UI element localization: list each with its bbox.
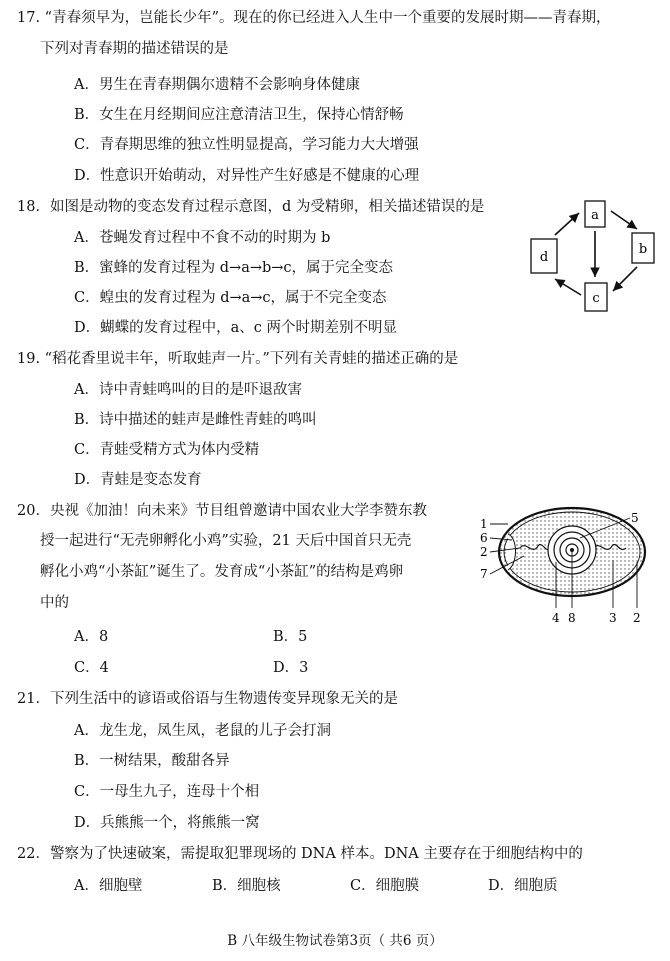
- q20-option-a: A．8: [74, 629, 109, 645]
- egg-label-3: 3: [609, 611, 617, 625]
- egg-structure-diagram: [480, 500, 660, 630]
- q20-option-b: B．5: [273, 629, 308, 645]
- metamorphosis-diagram: [515, 195, 665, 320]
- q17-stem-line2: 下列对青春期的描述错误的是: [40, 41, 229, 57]
- stage-b-label: b: [638, 242, 648, 257]
- q18-option-c: C．蝗虫的发育过程为 d→a→c，属于不完全变态: [74, 290, 387, 306]
- arrow-a-to-b: [611, 211, 637, 229]
- q17-option-a: A．男生在青春期偶尔遗精不会影响身体健康: [74, 77, 360, 93]
- q20-option-c: C．4: [74, 660, 109, 676]
- egg-label-5: 5: [631, 511, 639, 525]
- q19-option-a: A．诗中青蛙鸣叫的目的是吓退敌害: [74, 382, 302, 398]
- q19-option-c: C．青蛙受精方式为体内受精: [74, 442, 260, 458]
- q21-option-b: B．一树结果，酸甜各异: [74, 753, 230, 769]
- q18-option-a: A．苍蝇发育过程中不食不动的时期为 b: [74, 230, 331, 246]
- q17-option-b: B．女生在月经期间应注意清洁卫生，保持心情舒畅: [74, 107, 404, 123]
- q19-option-d: D．青蛙是变态发育: [74, 472, 202, 488]
- q22-option-c: C．细胞膜: [350, 878, 420, 894]
- stage-d-label: d: [539, 250, 549, 265]
- page-footer: B 八年级生物试卷第3页（ 共6 页）: [227, 933, 443, 949]
- q17-option-c: C．青春期思维的独立性明显提高，学习能力大大增强: [74, 137, 419, 153]
- arrow-d-to-a: [555, 213, 579, 235]
- egg-label-7: 7: [480, 567, 488, 581]
- q17-option-d: D．性意识开始萌动，对异性产生好感是不健康的心理: [74, 168, 420, 184]
- stage-d-box: [531, 239, 557, 273]
- q19-stem: 19. “稻花香里说丰年，听取蛙声一片。”下列有关青蛙的描述正确的是: [17, 351, 459, 367]
- arrow-c-to-d: [555, 279, 581, 295]
- q22-stem: 22．警察为了快速破案，需提取犯罪现场的 DNA 样本。DNA 主要存在于细胞结构中的: [17, 846, 583, 862]
- q22-option-b: B．细胞核: [212, 878, 281, 894]
- q18-option-b: B．蜜蜂的发育过程为 d→a→b→c，属于完全变态: [74, 260, 394, 276]
- egg-label-2-left: 2: [480, 545, 488, 559]
- q22-option-a: A．细胞壁: [74, 878, 143, 894]
- egg-label-4: 4: [552, 611, 560, 625]
- q19-option-b: B．诗中描述的蛙声是雌性青蛙的鸣叫: [74, 412, 317, 428]
- q21-option-d: D．兵熊熊一个，将熊熊一窝: [74, 815, 260, 831]
- q20-stem-line2: 授一起进行“无壳卵孵化小鸡”实验，21 天后中国首只无壳: [40, 533, 412, 549]
- q21-option-a: A．龙生龙，凤生凤，老鼠的儿子会打洞: [74, 723, 331, 739]
- stage-b-box: [632, 233, 654, 263]
- q20-stem-line4: 中的: [40, 595, 69, 611]
- q17-stem-line1: 17. “青春须早为，岂能长少年”。现在的你已经进入人生中一个重要的发展时期——青春期，: [17, 10, 611, 26]
- q20-stem-line1: 20．央视《加油！向未来》节目组曾邀请中国农业大学李赞东教: [17, 503, 427, 519]
- stage-a-label: a: [591, 208, 599, 223]
- q22-option-d: D．细胞质: [488, 878, 558, 894]
- stage-a-box: [585, 201, 605, 227]
- q21-stem: 21．下列生活中的谚语或俗语与生物遗传变异现象无关的是: [17, 691, 398, 707]
- q18-option-d: D．蝴蝶的发育过程中，a、c 两个时期差别不明显: [74, 320, 397, 336]
- egg-label-2-right: 2: [633, 611, 641, 625]
- stage-c-box: [585, 283, 607, 311]
- egg-label-8: 8: [568, 611, 576, 625]
- q21-option-c: C．一母生九子，连母十个相: [74, 784, 260, 800]
- egg-label-6: 6: [480, 531, 488, 545]
- q20-option-d: D．3: [273, 660, 309, 676]
- arrow-b-to-c: [613, 267, 637, 291]
- q18-stem: 18．如图是动物的变态发育过程示意图，d 为受精卵，相关描述错误的是: [17, 199, 485, 215]
- germinal-disc: [570, 548, 574, 552]
- stage-c-label: c: [592, 291, 600, 306]
- q20-stem-line3: 孵化小鸡“小茶缸”诞生了。发育成“小茶缸”的结构是鸡卵: [40, 564, 404, 580]
- egg-label-1: 1: [480, 517, 488, 531]
